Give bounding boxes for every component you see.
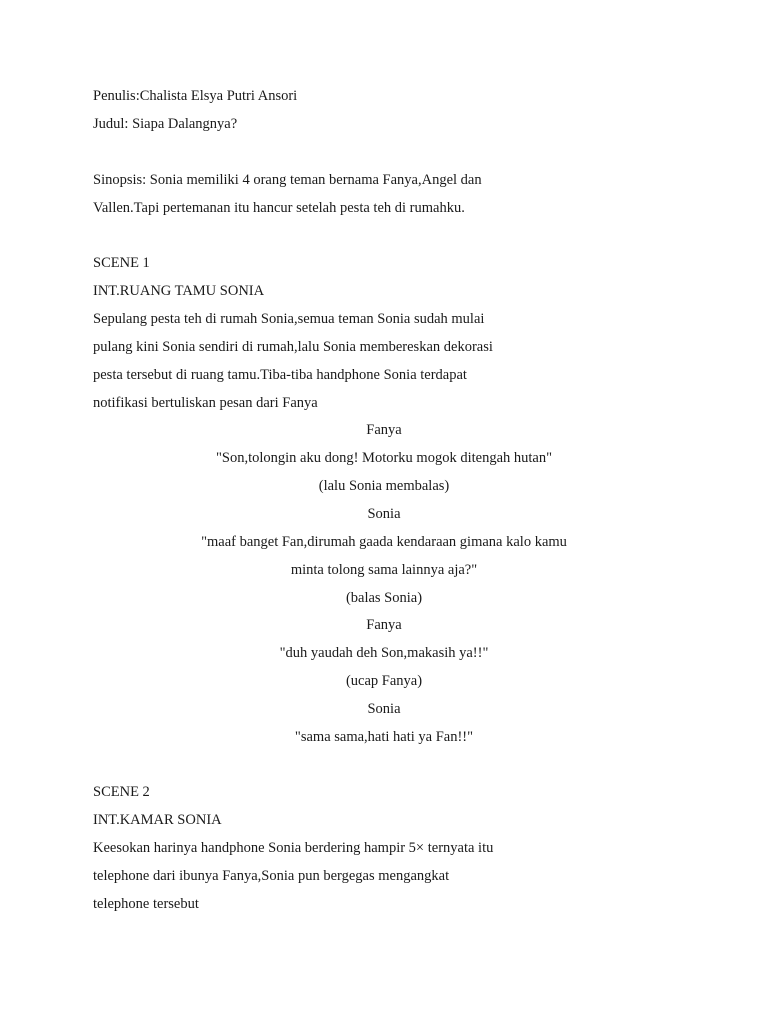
character-name: Sonia: [367, 701, 401, 717]
dialogue-line: "duh yaudah deh Son,makasih ya!!": [279, 645, 489, 661]
character-name: Fanya: [366, 422, 402, 438]
synopsis-line: Vallen.Tapi pertemanan itu hancur setelah pesta teh di rumahku.: [93, 200, 465, 216]
parenthetical: (lalu Sonia membalas): [318, 478, 450, 494]
scene-heading: SCENE 1: [93, 255, 150, 271]
author-line: Penulis:Chalista Elsya Putri Ansori: [93, 88, 298, 104]
parenthetical: (ucap Fanya): [345, 673, 423, 689]
action-line: Sepulang pesta teh di rumah Sonia,semua teman Sonia sudah mulai: [93, 311, 485, 327]
action-line: Keesokan harinya handphone Sonia berdering hampir 5× ternyata itu: [93, 840, 494, 856]
dialogue-line: minta tolong sama lainnya aja?": [290, 562, 478, 578]
action-line: telephone dari ibunya Fanya,Sonia pun bergegas mengangkat: [93, 868, 450, 884]
dialogue-line: "Son,tolongin aku dong! Motorku mogok ditengah hutan": [215, 450, 553, 466]
scene-heading: SCENE 2: [93, 784, 150, 800]
action-line: telephone tersebut: [93, 896, 199, 912]
parenthetical: (balas Sonia): [345, 590, 423, 606]
dialogue-line: "sama sama,hati hati ya Fan!!": [294, 729, 474, 745]
action-line: pulang kini Sonia sendiri di rumah,lalu Sonia membereskan dekorasi: [93, 339, 493, 355]
character-name: Fanya: [366, 617, 402, 633]
action-line: pesta tersebut di ruang tamu.Tiba-tiba handphone Sonia terdapat: [93, 367, 467, 383]
scene-location: INT.RUANG TAMU SONIA: [93, 283, 265, 299]
action-line: notifikasi bertuliskan pesan dari Fanya: [93, 395, 318, 411]
synopsis-line: Sinopsis: Sonia memiliki 4 orang teman bernama Fanya,Angel dan: [93, 172, 482, 188]
title-line: Judul: Siapa Dalangnya?: [93, 116, 238, 132]
scene-location: INT.KAMAR SONIA: [93, 812, 222, 828]
dialogue-line: "maaf banget Fan,dirumah gaada kendaraan gimana kalo kamu: [201, 534, 567, 550]
character-name: Sonia: [367, 506, 401, 522]
